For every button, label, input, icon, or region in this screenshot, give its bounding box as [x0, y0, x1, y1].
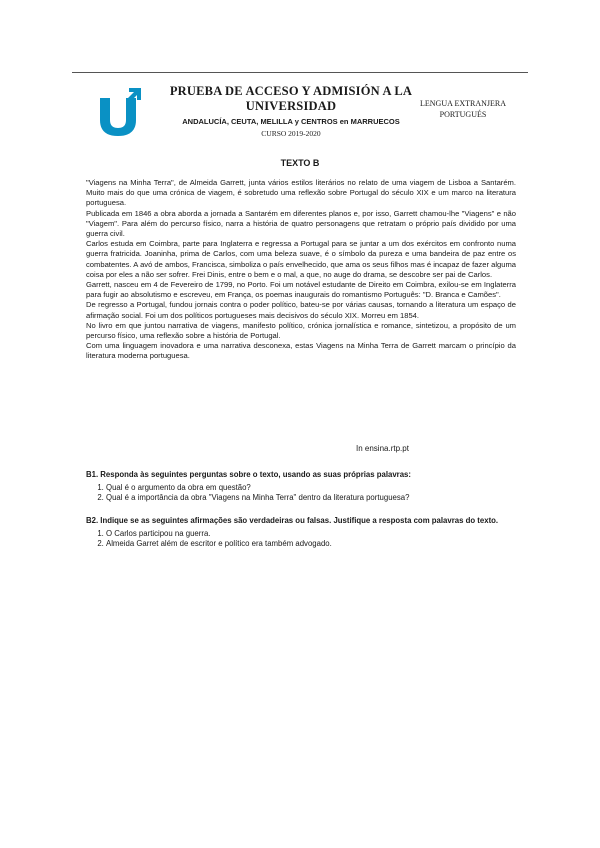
question-b2-item: 1. O Carlos participou na guerra.: [106, 529, 516, 540]
text-paragraph: De regresso a Portugal, fundou jornais contra o poder político, bateu-se por várias causas, tornando a literatura um espaço de afirmação social. Foi um dos políticos portugueses mais decisivos do século XIX. Morreu em 1854.: [86, 300, 516, 320]
text-paragraph: Publicada em 1846 a obra aborda a jornada a Santarém em diferentes planos e, por isso, Garrett chamou-lhe "Viagens" e não "Viagem". Para além do percurso físico, narra a história de quatro personagens que retratam o próprio país dividido por uma guerra civil.: [86, 208, 516, 239]
university-logo-icon: [96, 86, 144, 138]
text-title: TEXTO B: [280, 158, 320, 168]
exam-header: [86, 80, 516, 140]
text-source: In ensina.rtp.pt: [356, 444, 409, 453]
text-paragraph: "Viagens na Minha Terra", de Almeida Garrett, junta vários estilos literários no relato de uma viagem de Lisboa a Santarém. Muito mais do que uma crónica de viagem, é sobretudo uma reflexão sobre Portugal do século XIX e um marco na literatura portuguesa.: [86, 178, 516, 208]
text-paragraph: Com uma linguagem inovadora e uma narrativa desconexa, estas Viagens na Minha Terra de Garrett marcam o princípio da literatura moderna portuguesa.: [86, 341, 516, 361]
question-b2-item: 2. Almeida Garret além de escritor e político era também advogado.: [106, 539, 516, 550]
question-b1: [86, 470, 516, 504]
top-rule: [72, 72, 528, 73]
subject-line-1: LENGUA EXTRANJERA: [420, 99, 506, 108]
question-b1-list: [86, 483, 516, 504]
question-b1-item: 1. Qual é o argumento da obra em questão?: [106, 483, 516, 494]
text-paragraph: Garrett, nasceu em 4 de Fevereiro de 1799, no Porto. Foi um notável estudante de Direito em Coimbra, exilou-se em Inglaterra para fugir ao absolutismo e escreveu, em França, os poemas inaugurais do romantismo Português: "D. Branca e Camões".: [86, 280, 516, 300]
question-b1-item: 2. Qual é a importância da obra "Viagens na Minha Terra" dentro da literatura portuguesa?: [106, 493, 516, 504]
subject-line-2: PORTUGUÉS: [439, 110, 487, 119]
exam-course: CURSO 2019-2020: [261, 129, 321, 138]
question-b2: [86, 516, 516, 550]
text-paragraph: No livro em que juntou narrativa de viagens, manifesto político, crónica jornalística e romance, sintetizou, a propósito de um percurso físico, uma reflexão sobre a história de Portugal.: [86, 320, 516, 341]
question-b2-list: [86, 529, 516, 550]
exam-title-block: [156, 84, 426, 138]
exam-region: ANDALUCÍA, CEUTA, MELILLA y CENTROS en MARRUECOS: [182, 117, 400, 126]
question-b1-heading: B1. Responda às seguintes perguntas sobre o texto, usando as suas próprias palavras:: [86, 470, 411, 479]
question-b2-heading: B2. Indique se as seguintes afirmações são verdadeiras ou falsas. Justifique a resposta com palavras do texto.: [86, 516, 499, 525]
exam-title-line-2: UNIVERSIDAD: [245, 99, 337, 113]
exam-title-line-1: PRUEBA DE ACCESO Y ADMISIÓN A LA: [169, 84, 413, 98]
text-body: [86, 178, 516, 362]
exam-subject: [408, 98, 518, 120]
text-paragraph: Carlos estuda em Coimbra, parte para Inglaterra e regressa a Portugal para se juntar a um dos exércitos em confronto numa guerra fratricida. Joaninha, prima de Carlos, com uma beleza suave, é o símbolo da pureza e uma bandeira de paz entre os combatentes. A avó de ambos, Francisca, simboliza o país envelhecido, que ama os seus filhos mas é incapaz de fazer alguma coisa por eles a não ser sofrer. Frei Dinis, entre o bem e o mal, a que, no auge do drama, se descobre ser pai de Carlos.: [86, 239, 516, 279]
